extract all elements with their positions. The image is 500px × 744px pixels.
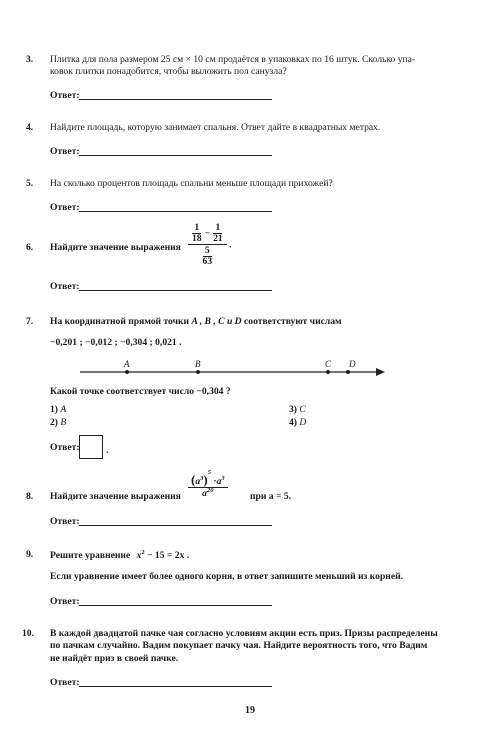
q8-condition: при a = 5. — [250, 491, 292, 502]
q7-answer-box[interactable] — [79, 435, 103, 459]
q3-text-line2: ковок плитки понадобится, чтобы выложить пол санузла? — [50, 66, 287, 78]
q8-fraction — [188, 470, 228, 499]
q8-base2: a — [216, 476, 222, 487]
q7-text-points: A , B , C и D — [191, 316, 242, 327]
q7-option-1[interactable] — [50, 404, 66, 416]
q4-answer-field[interactable] — [79, 145, 272, 156]
q9-number: 9. — [26, 549, 34, 560]
page-number: 19 — [245, 705, 255, 716]
q9-text-row — [50, 549, 189, 563]
q6-big-fraction — [188, 223, 227, 267]
q6-number: 6. — [26, 242, 34, 253]
q7-option-1-label: A — [60, 404, 67, 415]
q7-option-2[interactable] — [50, 417, 66, 429]
q10-number: 10. — [22, 628, 34, 639]
q6-fraction-2 — [211, 223, 225, 244]
q10-text-line3-rest: приз в своей пачке. — [94, 652, 179, 664]
q7-point-c-label: C — [325, 359, 332, 369]
q3-text-line1: Плитка для пола размером 25 см × 10 см продаётся в упаковках по 16 штук. Сколько упа- — [50, 54, 416, 65]
q5-number: 5. — [26, 178, 34, 189]
q10-text — [50, 628, 472, 665]
q4-number: 4. — [26, 122, 34, 133]
q6-fraction-3 — [201, 246, 215, 267]
q7-option-3[interactable] — [289, 404, 306, 416]
q7-option-2-num: 2) — [50, 417, 58, 428]
q5-answer-field[interactable] — [79, 201, 272, 212]
q7-point-d-label: D — [349, 359, 356, 369]
q6-minus: − — [204, 227, 211, 239]
q4-answer-label: Ответ: — [50, 146, 80, 157]
q8-base: a — [195, 476, 201, 487]
q8-exp-inner: 3 — [200, 474, 204, 482]
q5-answer-label: Ответ: — [50, 202, 80, 213]
q9-eq-x: x — [136, 550, 142, 562]
q9-note: Если уравнение имеет более одного корня, в ответ запишите меньший из корней. — [50, 571, 404, 582]
q5-text: На сколько процентов площадь спальни меньше площади прихожей? — [50, 178, 333, 189]
q10-text-line2: по пачкам случайно. Вадим покупает пачку чая. Найдите вероятность того, что Вадим — [50, 640, 428, 652]
q6-frac2-den: 21 — [213, 233, 223, 245]
q6-frac2-num: 1 — [215, 222, 221, 233]
q9-answer-field[interactable] — [79, 595, 272, 606]
q7-number: 7. — [26, 316, 34, 327]
q8-den-exp: 20 — [206, 487, 214, 495]
q9-equation — [137, 550, 190, 561]
q8-answer-label: Ответ: — [50, 516, 80, 527]
q8-mul: · — [213, 476, 217, 487]
q3-text — [50, 54, 480, 79]
q7-answer-label: Ответ: — [50, 442, 80, 453]
q7-option-1-num: 1) — [50, 404, 58, 415]
q6-frac1-num: 1 — [194, 222, 200, 233]
q6-fraction-1 — [190, 223, 204, 244]
q7-text-post: соответствуют числам — [244, 316, 342, 327]
q7-option-2-label: B — [60, 417, 67, 428]
q10-answer-field[interactable] — [79, 676, 272, 687]
q8-text: Найдите значение выражения — [50, 491, 181, 502]
q7-answer-dot: . — [106, 445, 109, 456]
q8-number: 8. — [26, 491, 34, 502]
q8-numerator: $(a^3)^5 \cdot a^3$ — [188, 470, 228, 488]
q8-expression — [188, 470, 228, 499]
q6-frac1-den: 18 — [192, 233, 202, 245]
q9-eq-exp: 2 — [141, 549, 145, 556]
q7-axis-arrow — [376, 368, 385, 376]
q10-answer-label: Ответ: — [50, 677, 80, 688]
q8-exp-outer: 5 — [207, 469, 211, 476]
q7-point-b-label: B — [195, 359, 201, 369]
q6-frac3-den: 63 — [202, 256, 213, 268]
q7-numbers: −0,201 ; −0,012 ; −0,304 ; 0,021 . — [50, 337, 182, 348]
q9-eq-rest: − 15 = 2x . — [147, 550, 190, 562]
q9-answer-label: Ответ: — [50, 596, 80, 607]
q6-text: Найдите значение выражения — [50, 242, 181, 253]
q8-den-base: a — [202, 488, 207, 500]
q9-text: Решите уравнение — [50, 550, 131, 562]
q10-text-line1: В каждой двадцатой пачке чая согласно условиям акции есть приз. Призы распределены — [50, 628, 438, 639]
q4-text: Найдите площадь, которую занимает спальня. Ответ дайте в квадратных метрах. — [50, 122, 381, 133]
q8-denominator — [200, 488, 215, 499]
q7-option-3-num: 3) — [289, 404, 297, 415]
q6-answer-label: Ответ: — [50, 281, 80, 292]
q7-option-4-label: D — [299, 417, 307, 428]
q6-end-period: . — [229, 239, 232, 251]
q6-expression — [188, 223, 231, 267]
q7-text-pre: На координатной прямой точки — [50, 316, 190, 327]
q6-frac3-num: 5 — [204, 245, 210, 257]
q7-question: Какой точке соответствует число −0,304 ? — [50, 386, 231, 397]
q7-text — [50, 316, 342, 328]
q10-text-bold: не найдёт — [50, 652, 92, 664]
q6-answer-field[interactable] — [79, 280, 272, 291]
q7-point-a-label: A — [124, 359, 130, 369]
q3-number: 3. — [26, 54, 34, 65]
q7-option-4[interactable] — [289, 417, 306, 429]
q10-text-line3 — [50, 653, 472, 665]
q7-option-4-num: 4) — [289, 417, 297, 428]
q7-option-3-label: C — [299, 404, 306, 415]
q8-exp2: 3 — [221, 474, 225, 482]
q3-answer-field[interactable] — [79, 89, 272, 100]
q3-answer-label: Ответ: — [50, 90, 80, 101]
q8-answer-field[interactable] — [79, 515, 272, 526]
